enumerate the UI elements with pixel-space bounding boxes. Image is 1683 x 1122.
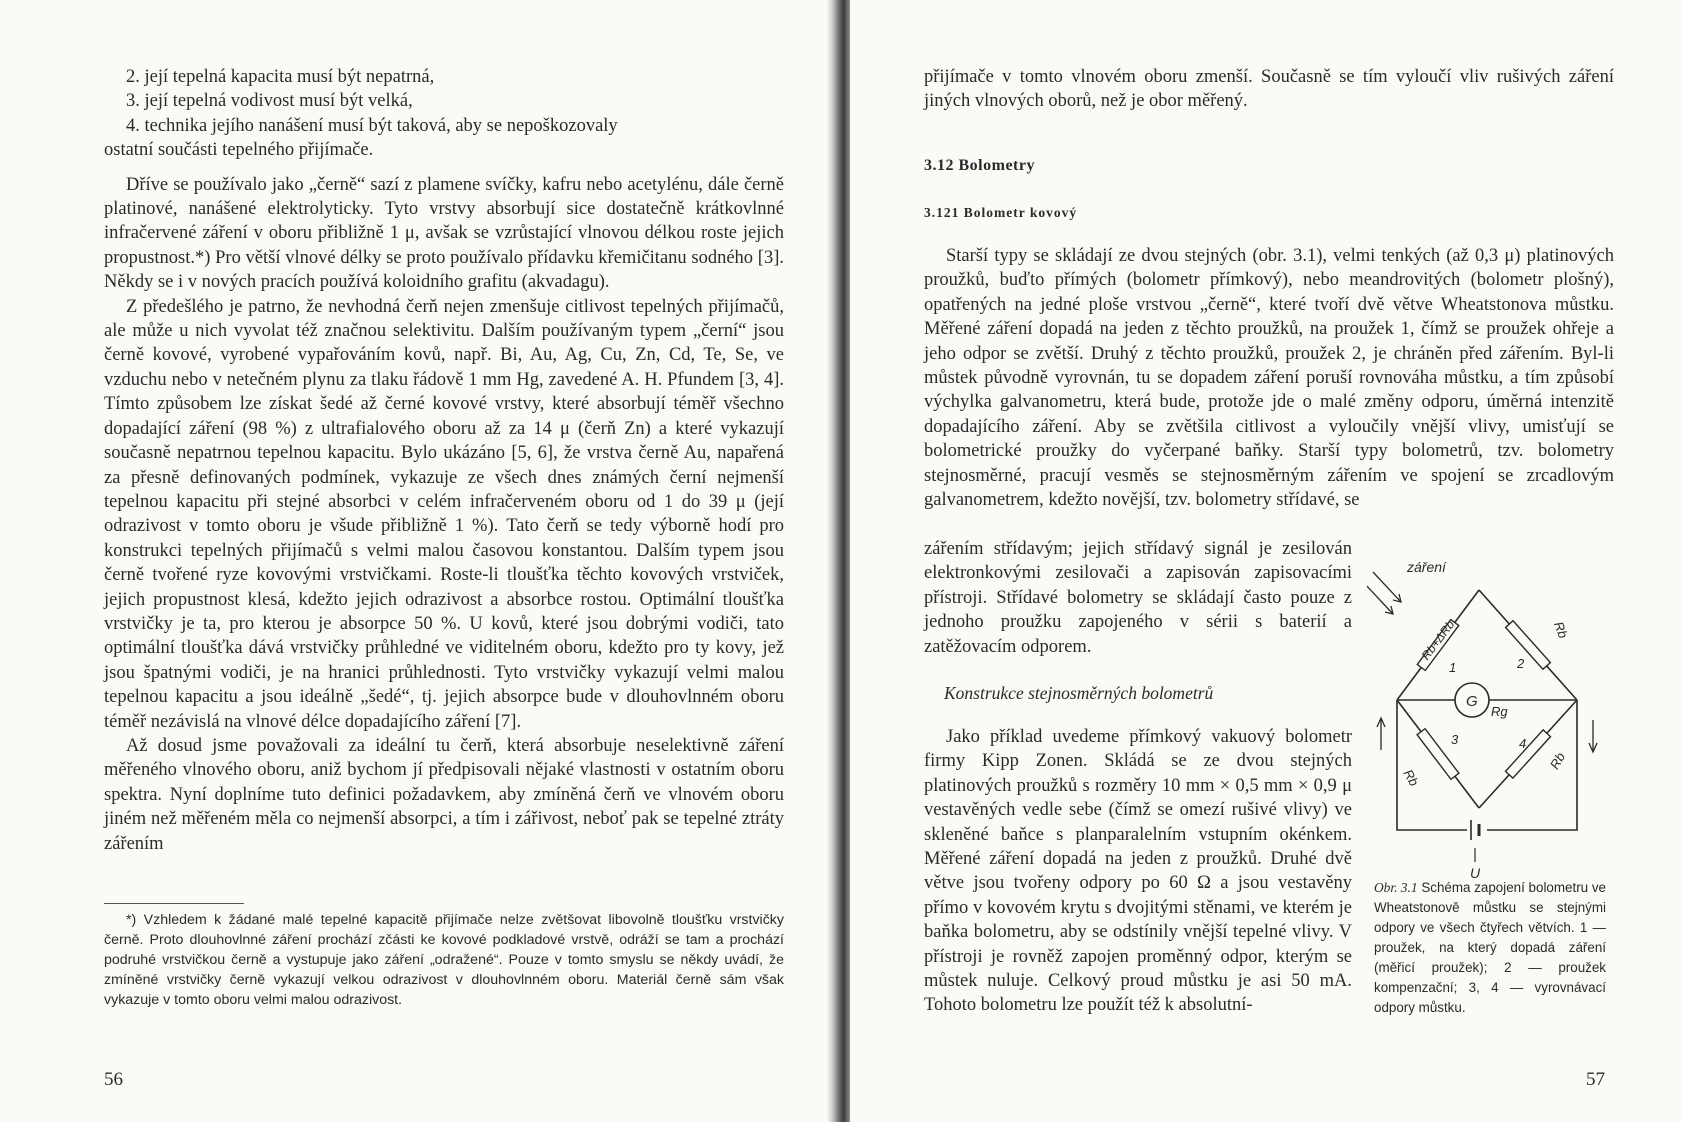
list-item: 4. technika jejího nanášení musí být taková, aby se nepoškozovaly [126, 115, 618, 136]
paragraph-text: Jako příklad uvedeme přímkový vakuový bolometr firmy Kipp Zonen. Skládá se ze dvou stejných platinových proužků s rozměry 10 mm × 0,5 mm × 0,9 μ vestavěných vedle sebe (čímž se omezí rušivé vlivy) ve skleněné baňce s planparalelním vstupním okénkem. Měřené záření dopadá na jeden z proužků. Druhé dvě větve jsou tvořeny odpory po 60 Ω a jsou vestavěny přímo v kovovém krytu s dvojitými stěnami, ve kterém je baňka bolometru, aby se odstínily vnější tepelné vlivy. V přístroji je rovněž zapojen proměnný odpor, kterým se můstek nuluje. Celkový proud můstku je asi 50 mA. Tohoto bolometru lze použít též k absolutní- [924, 727, 1352, 1016]
battery-wire [1397, 700, 1467, 830]
paragraph-narrow [924, 537, 1352, 659]
resistor-label: Rb [1546, 749, 1569, 772]
page-number: 56 [104, 1069, 123, 1090]
branch-number: 2 [1517, 656, 1525, 671]
left-page [0, 0, 836, 1122]
caption-text: Schéma zapojení bolometru ve Wheatstonově můstku se stejnými odpory ve všech čtyřech větvích. 1 — proužek, na který dopadá záření (měřicí proužek); 2 — proužek kompenzační; 3, 4 — vyrovnávací odpory můstku. [1374, 880, 1606, 1015]
right-page [850, 0, 1683, 1122]
paragraph-narrow [924, 725, 1352, 1018]
resistor-label: Rb [1551, 619, 1571, 641]
branch-number: 4 [1519, 736, 1527, 751]
page-number: 57 [1586, 1069, 1605, 1090]
branch-number: 1 [1449, 660, 1457, 675]
list-item: 2. její tepelná kapacita musí být nepatrná, [126, 67, 435, 87]
paragraph: Dříve se používalo jako „černě“ sazí z plamene svíčky, kafru nebo acetylénu, dále černě platinové, nanášené elektrolyticky. Tyto vrstvy absorbují sice dostatečně krátkovlnné infračervené záření v oboru přibližně 1 μ, avšak se vzrůstající vlnovou délkou roste jejich propustnost.*) Pro větší vlnové délky se proto používalo přídavku křemičitanu sodného [3]. Někdy se i v nových pracích používá koloidního grafitu (akvadagu). [104, 174, 784, 293]
italic-heading: Konstrukce stejnosměrných bolometrů [944, 683, 1214, 703]
resistor-label: Rb [1400, 766, 1422, 789]
figure-caption [1374, 878, 1606, 1018]
wheatstone-bridge-figure [1367, 560, 1605, 880]
paragraph-text: Starší typy se skládají ze dvou stejných (obr. 3.1), velmi tenkých (až 0,3 μ) platinových proužků, buďto přímých (bolometr přímkový), nebo meandrovitých (bolometr plošný), opatřených na jedné ploše vrstvou „černě“, které tvoří dvě větve Wheatstonova můstku. Měřené záření dopadá na jeden z těchto proužků, na proužek 1, čímž se proužek ohřeje a jeho odpor se zvětší. Druhý z těchto proužků, proužek 2, je chráněn před zářením. Byl-li můstek původně vyrovnán, tu se dopadem záření poruší rovnováha můstku, a tím způsobí výchylka galvanometru, která bude, protože jde o malé změny odporu, úměrná intenzitě dopadajícího záření. Aby se zvětšila citlivost a vyloučily vnější vlivy, umisťují se bolometrické proužky do vyčerpané baňky. Starší typy bolometrů, tzv. bolometry stejnosměrné, pracují vesměs se stejnosměrným zářením ve spojení se zrcadlovým galvanometrem, kdežto novější, tzv. bolometry střídavé, se [924, 246, 1614, 511]
galvanometer-label: G [1466, 693, 1478, 710]
paragraph: Z předešlého je patrno, že nevhodná čerň nejen zmenšuje citlivost tepelných přijímačů, ale může u nich vyvolat též značnou selektivitu. Dalším používaným typem „černí“ jsou černě kovové, vyrobené vypařováním kovů, např. Bi, Au, Ag, Cu, Zn, Cd, Te, Se, ve vzduchu nebo v netečném plynu za tlaku řádově 1 mm Hg, zavedené A. H. Pfundem [3, 4]. Tímto způsobem lze získat šedé až černé kovové vrstvy, které absorbují téměř všechno dopadající záření (98 %) z ultrafialového oboru až za 14 μ (čerň Zn) a které vykazují současně nepatrnou tepelnou kapacitu. Bylo ukázáno [5, 6], že vrstva černě Au, napařená za přesně definovaných podmínek, vykazuje ze všech dnes známých černí nejmenší tepelnou kapacitu při stejné absorbci v celém infračerveném oboru od 1 do 39 μ (její odrazivost v tomto oboru je všude přibližně 1 %). Tato čerň se tedy výborně hodí pro konstrukci tepelných přijímačů s velmi malou časovou konstantou. Dalším typem jsou černě tvořené ryze kovovými vrstvičkami. Roste-li tloušťka těchto kovových vrstviček, jejich propustnost klesá, kdežto jejich odrazivost a absorbce rostou. Optimální tloušťka vrstvičky je ta, pro kterou je absorpce 50 %. U kovů, které jsou dobrými vodiči, tato optimální tloušťka dává vrstvičky průhledné ve viditelném oboru, kdežto pro ty kovy, jež jsou špatnými vodiči, je na hranici průhlednosti. Tyto vrstvičky vykazují velmi malou tepelnou kapacitu a jsou ideálně „šedé“, tj. jejich absorpce bude v dlouhovlnném oboru téměř nezávislá na vlnové délce dopadajícího záření [7]. [104, 296, 784, 732]
footnote-rule [104, 903, 244, 904]
list-item: ostatní součásti tepelného přijímače. [104, 140, 374, 161]
resistor-strip-2 [1506, 621, 1551, 669]
caption-label: Obr. 3.1 [1374, 880, 1418, 895]
section-heading: 3.12 Bolometry [924, 157, 1035, 174]
subsection-heading: 3.121 Bolometr kovový [924, 205, 1078, 220]
footnote [104, 910, 784, 1010]
intro-paragraph: přijímače v tomto vlnovém oboru zmenší. Současně se tím vyloučí vliv rušivých záření jiných vlnových oborů, než je obor měřený. [924, 67, 1614, 112]
paragraph [924, 244, 1614, 512]
paragraph: Až dosud jsme považovali za ideální tu čerň, která absorbuje neselektivně záření měřeného vlnového oboru, aniž bychom jí předpisovali nějaké vlastnosti v ostatním oboru spektra. Nyní doplníme tuto definici požadavkem, aby zmíněná čerň ve vlnovém oboru jiném než měřeném měla co nejmenší absorpci, a tím i zářivost, neboť pak se tepelné ztráty zářením [104, 735, 784, 854]
footnote-text: *) Vzhledem k žádané malé tepelné kapacitě přijímače nelze zvětšovat libovolně tloušťku vrstvičky černě. Proto dlouhovlnné záření prochází zčásti ke kovové podkladové vrstvě, odráží se tam a prochází podruhé vrstvičkou černě a vystupuje jako záření „odražené“. Pouze v tomto smyslu se někdy uvádí, že zmíněné vrstvičky černě vykazují velkou odrazivost v dlouhovlnném oboru. Materiál černě sám však vykazuje v tomto oboru velmi malou odrazivost. [104, 912, 784, 1008]
paragraph-text: zářením střídavým; jejich střídavý signál je zesilován elektronkovými zesilovači a zapisován zapisovacími přístroji. Střídavé bolometry se skládají často pouze z jednoho proužku zapojeného v sérii s baterií a zatěžovacím odporem. [924, 539, 1352, 657]
list-item: 3. její tepelná vodivost musí být velká, [126, 91, 413, 112]
voltage-label: U [1470, 865, 1481, 880]
branch-number: 3 [1451, 732, 1459, 747]
left-page-text [104, 65, 784, 856]
galvanometer-resistance-label: Rg [1491, 704, 1508, 719]
radiation-label: záření [1407, 560, 1446, 575]
resistor-label: Rb+ΔRb [1418, 617, 1458, 663]
resistor-strip-4 [1505, 730, 1550, 778]
